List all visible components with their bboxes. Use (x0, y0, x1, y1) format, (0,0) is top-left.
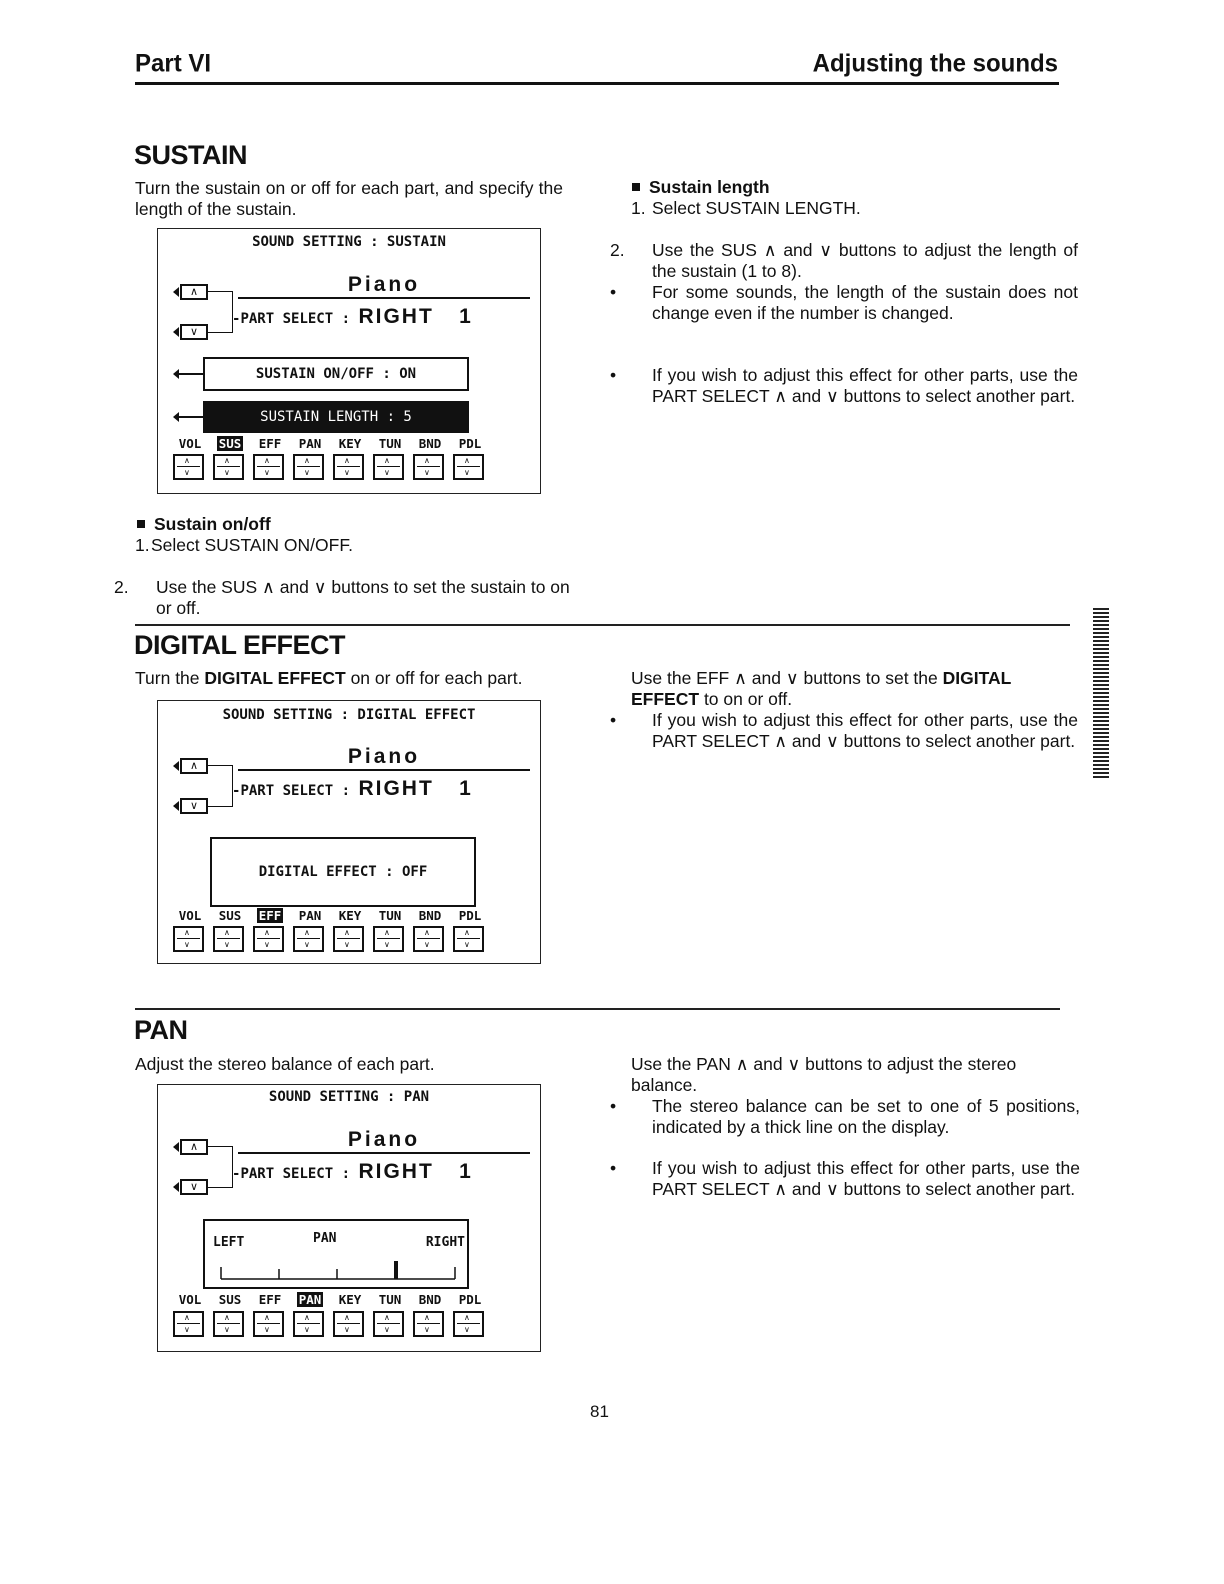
tab-row (170, 1292, 490, 1307)
updown-button[interactable]: ∧ ∨ (413, 926, 444, 952)
tab-key[interactable]: KEY (338, 436, 362, 451)
tab-tun[interactable]: TUN (378, 1292, 402, 1307)
sustain-lcd (157, 228, 541, 494)
pointer-icon (173, 287, 179, 297)
updown-button[interactable]: ∧ ∨ (213, 926, 244, 952)
pan-text: Use the PAN ∧ and ∨ buttons to adjust the stereo balance. (631, 1054, 1017, 1095)
digital-lcd (157, 700, 541, 964)
section-title-pan: PAN (134, 1015, 188, 1045)
updown-button[interactable]: ∧ ∨ (293, 1311, 324, 1337)
scan-marks (1093, 608, 1109, 778)
tab-pan[interactable]: PAN (298, 1292, 322, 1307)
updown-button[interactable]: ∧ ∨ (453, 454, 484, 480)
tab-vol[interactable]: VOL (178, 908, 202, 923)
tab-bnd[interactable]: BND (418, 908, 442, 923)
tab-row (170, 436, 490, 451)
sustain-onoff-step2: 2. Use the SUS ∧ and ∨ buttons to set the sustain to on or off. (114, 577, 570, 618)
tab-pdl[interactable]: PDL (458, 1292, 482, 1307)
updown-button[interactable]: ∧ ∨ (173, 1311, 204, 1337)
updown-button-row (173, 926, 493, 952)
pointer-icon (173, 1182, 179, 1192)
section-title-sustain: SUSTAIN (134, 140, 248, 170)
updown-button[interactable]: ∧ ∨ (373, 454, 404, 480)
pointer-icon (173, 1142, 179, 1152)
tab-sus[interactable]: SUS (218, 436, 242, 451)
updown-button[interactable]: ∧ ∨ (453, 926, 484, 952)
updown-button[interactable]: ∧ ∨ (413, 1311, 444, 1337)
updown-button[interactable]: ∧ ∨ (373, 926, 404, 952)
updown-button[interactable]: ∧ ∨ (453, 1311, 484, 1337)
section-title-digital-effect: DIGITAL EFFECT (134, 630, 345, 660)
sustain-intro: Turn the sustain on or off for each part, and specify the length of the sustain. (135, 178, 563, 219)
lcd-title: SOUND SETTING : DIGITAL EFFECT (222, 707, 476, 723)
updown-button[interactable]: ∧ ∨ (253, 1311, 284, 1337)
sustain-length-step1: 1. Select SUSTAIN LENGTH. (631, 198, 861, 218)
part-down-button[interactable]: ∨ (180, 1179, 208, 1195)
updown-button[interactable]: ∧ ∨ (173, 926, 204, 952)
updown-button-row (173, 1311, 493, 1337)
tab-bnd[interactable]: BND (418, 436, 442, 451)
leader-line (178, 416, 204, 418)
sustain-length-setting[interactable]: SUSTAIN LENGTH : 5 (203, 401, 469, 433)
sustain-length-heading: Sustain length (632, 177, 770, 198)
updown-button[interactable]: ∧ ∨ (293, 454, 324, 480)
pan-scale (219, 1259, 459, 1283)
section-divider (135, 1008, 1060, 1010)
leader-line (178, 373, 204, 375)
tab-pan[interactable]: PAN (298, 436, 322, 451)
updown-button[interactable]: ∧ ∨ (213, 454, 244, 480)
digital-intro: Turn the DIGITAL EFFECT on or off for each part. (135, 668, 523, 688)
section-divider (135, 624, 1070, 626)
tab-key[interactable]: KEY (338, 1292, 362, 1307)
updown-button[interactable]: ∧ ∨ (333, 1311, 364, 1337)
part-down-button[interactable]: ∨ (180, 798, 208, 814)
tab-pdl[interactable]: PDL (458, 908, 482, 923)
tab-vol[interactable]: VOL (178, 436, 202, 451)
tab-eff[interactable]: EFF (258, 1292, 282, 1307)
pan-bullet2: • If you wish to adjust this effect for other parts, use the PART SELECT ∧ and ∨ buttons to select another part. (610, 1158, 1080, 1199)
sustain-onoff-setting[interactable]: SUSTAIN ON/OFF : ON (203, 357, 469, 391)
sustain-onoff-step1: 1.Select SUSTAIN ON/OFF. (135, 535, 353, 555)
part-down-button[interactable]: ∨ (180, 324, 208, 340)
part-select: -PART SELECT : RIGHT 1 (232, 1160, 473, 1183)
sound-name: Piano (238, 1128, 530, 1154)
part-up-button[interactable]: ∧ (180, 284, 208, 300)
tab-pdl[interactable]: PDL (458, 436, 482, 451)
pointer-icon (173, 801, 179, 811)
updown-button[interactable]: ∧ ∨ (173, 454, 204, 480)
sustain-length-step2: 2. Use the SUS ∧ and ∨ buttons to adjust the length of the sustain (1 to 8). (610, 240, 1078, 281)
updown-button[interactable]: ∧ ∨ (333, 926, 364, 952)
pan-display[interactable] (203, 1219, 469, 1289)
tab-sus[interactable]: SUS (218, 1292, 242, 1307)
part-select: -PART SELECT : RIGHT 1 (232, 305, 473, 328)
sustain-length-bullet1: • For some sounds, the length of the sustain does not change even if the number is changed. (610, 282, 1078, 323)
part-select: -PART SELECT : RIGHT 1 (232, 777, 473, 800)
lcd-title: SOUND SETTING : SUSTAIN (252, 234, 446, 250)
page-number: 81 (590, 1402, 609, 1421)
tab-row (170, 908, 490, 923)
bracket (208, 291, 233, 333)
digital-bullet: • If you wish to adjust this effect for other parts, use the PART SELECT ∧ and ∨ buttons to select another part. (610, 710, 1078, 751)
bracket (208, 765, 233, 807)
tab-vol[interactable]: VOL (178, 1292, 202, 1307)
tab-key[interactable]: KEY (338, 908, 362, 923)
updown-button[interactable]: ∧ ∨ (373, 1311, 404, 1337)
header-part: Part VI (135, 49, 212, 78)
bracket (208, 1146, 233, 1188)
sustain-onoff-heading: Sustain on/off (137, 514, 271, 535)
sound-name: Piano (238, 745, 530, 771)
tab-pan[interactable]: PAN (298, 908, 322, 923)
pan-lcd (157, 1084, 541, 1352)
lcd-title: SOUND SETTING : PAN (268, 1089, 430, 1105)
updown-button[interactable]: ∧ ∨ (213, 1311, 244, 1337)
header-rule (135, 82, 1059, 85)
tab-sus[interactable]: SUS (218, 908, 242, 923)
part-up-button[interactable]: ∧ (180, 758, 208, 774)
pointer-icon (173, 327, 179, 337)
updown-button-row (173, 454, 493, 480)
digital-text: Use the EFF ∧ and ∨ buttons to set the DIGITAL EFFECT to on or off. (631, 668, 1012, 709)
pointer-icon (173, 761, 179, 771)
updown-button[interactable]: ∧ ∨ (333, 454, 364, 480)
digital-effect-setting[interactable]: DIGITAL EFFECT : OFF (210, 837, 476, 907)
updown-button[interactable]: ∧ ∨ (253, 926, 284, 952)
pan-intro: Adjust the stereo balance of each part. (135, 1054, 435, 1074)
updown-button[interactable]: ∧ ∨ (413, 454, 444, 480)
tab-eff[interactable]: EFF (258, 436, 282, 451)
sound-name: Piano (238, 273, 530, 299)
sustain-length-bullet2: • If you wish to adjust this effect for other parts, use the PART SELECT ∧ and ∨ buttons to select another part. (610, 365, 1078, 406)
updown-button[interactable]: ∧ ∨ (293, 926, 324, 952)
header-title: Adjusting the sounds (812, 49, 1058, 78)
updown-button[interactable]: ∧ ∨ (253, 454, 284, 480)
pan-left-label: LEFT (213, 1235, 245, 1250)
part-up-button[interactable]: ∧ (180, 1139, 208, 1155)
pan-center-label: PAN (313, 1231, 337, 1246)
tab-tun[interactable]: TUN (378, 908, 402, 923)
tab-eff[interactable]: EFF (258, 908, 282, 923)
tab-bnd[interactable]: BND (418, 1292, 442, 1307)
pan-right-label: RIGHT (425, 1235, 465, 1250)
tab-tun[interactable]: TUN (378, 436, 402, 451)
pan-bullet1: • The stereo balance can be set to one of 5 positions, indicated by a thick line on the display. (610, 1096, 1080, 1137)
